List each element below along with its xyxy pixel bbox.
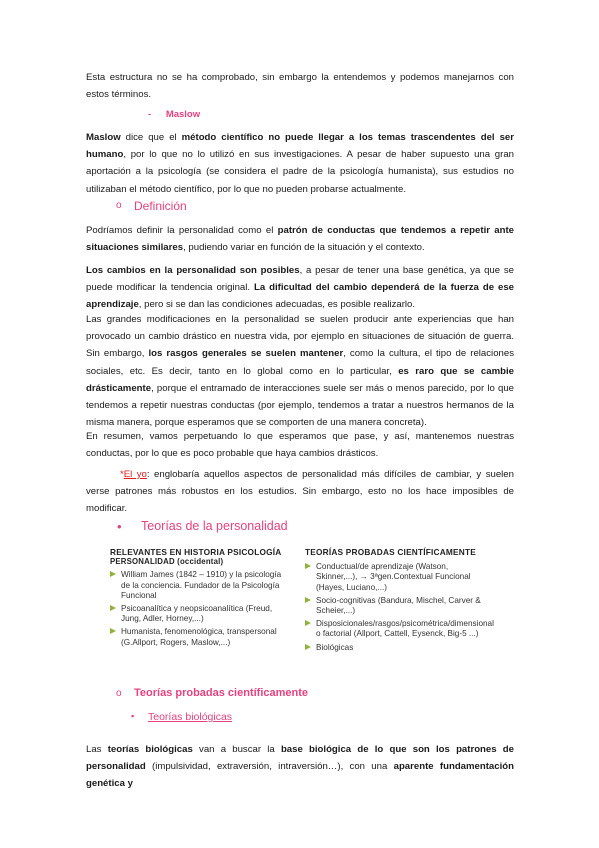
intro-paragraph <box>86 69 514 103</box>
bold-span: es raro que se cambie drásticamente <box>86 365 514 394</box>
item-text: Socio-cognitivas (Bandura, Mischel, Carver & Scheier,...) <box>316 595 481 616</box>
triangle-bullet-icon <box>305 563 311 569</box>
teorias-label: Teorías de la personalidad <box>141 519 288 533</box>
text-span: Podríamos definir la personalidad como el <box>86 225 278 236</box>
list-item <box>110 570 290 601</box>
definicion-label: Definición <box>134 199 187 213</box>
bold-span: los rasgos generales se suelen mantener <box>148 348 344 360</box>
bold-span: Los cambios en la personalidad son posibles <box>86 265 300 276</box>
bold-span: patrón de conductas que tendemos a repetir ante situaciones similares <box>86 225 514 254</box>
resumen-text: En resumen, vamos perpetuando lo que esperamos que pase, y así, mantenemos nuestras conductas, por lo que es poco probable que haya cambios drásticos. <box>86 431 514 460</box>
text-span: , como la cultura, el tipo de relaciones sociales, etc. Es decir, tanto en lo global como en lo particular, <box>86 348 514 377</box>
text-span: , pero si se dan las condiciones adecuadas, es posible realizarlo. <box>138 299 416 311</box>
text-span: : englobaría aquellos aspectos de personalidad más difíciles de cambiar, y suelen verse patrones más robustos en los estudios. Sin embargo, esto no los hace imposibles de modificar. <box>86 469 514 515</box>
triangle-bullet-icon <box>110 628 116 634</box>
maslow-paragraph <box>86 129 514 198</box>
figure-right-column <box>305 547 494 653</box>
bold-span: teorías biológicas <box>107 744 193 755</box>
triangle-bullet-icon <box>110 605 116 611</box>
item-text: William James (1842 – 1910) y la psicología de la conciencia. Fundador de la Psicología Funcional <box>121 570 282 600</box>
cambios-paragraph <box>86 262 514 314</box>
dash-bullet: - <box>148 109 152 120</box>
list-item <box>305 562 485 593</box>
text-span: , porque el entramado de interacciones suele ser más o menos parecido, por lo que tendemos a repetir nuestras conductas (por ejemplo, tendemos a tratar a nuestros hermanos de la misma manera, porque esperamos que se comporten de una manera concreta). <box>86 382 514 429</box>
theories-figure <box>110 547 510 662</box>
triangle-bullet-icon <box>305 644 311 650</box>
item-text: Psicoanalítica y neopsicoanalítica (Freud, Jung, Adler, Horney,...) <box>121 604 273 624</box>
item-text: Conductual/de aprendizaje (Watson, Skinner,...), → 3ªgen.Contextual Funcional (Hayes, Luciano,...) <box>316 562 471 592</box>
biologicas-paragraph <box>86 741 514 793</box>
circle-bullet: o <box>116 200 122 211</box>
list-item <box>305 643 485 653</box>
bold-span: La dificultad del cambio dependerá de la fuerza de ese aprendizaje <box>86 282 514 311</box>
text-span: Las grandes modificaciones en la personalidad se suelen producir ante experiencias que han provocado un cambio drástico en nuestra vida, por ejemplo en situaciones de situación de guerra. Sin embargo, <box>86 314 514 360</box>
right-title: TEORÍAS PROBADAS CIENTÍFICAMENTE <box>305 547 476 557</box>
text-span: , a pesar de tener una base genética, ya que se puede modificar la tendencia original. <box>86 265 514 294</box>
triangle-bullet-icon <box>110 571 116 577</box>
item-text: Biológicas <box>316 642 354 652</box>
definition-paragraph <box>86 222 514 256</box>
text-span: , por lo que no lo utilizó en sus investigaciones. A pesar de haber supuesto una gran aportación a la psicología (se considera el padre de la psicología humanista), sus estudios no utilizaban el método científico, por lo que no pueden probarse actualmente. <box>86 149 514 195</box>
text-span: Las <box>86 744 108 755</box>
left-subtitle: PERSONALIDAD (occidental) <box>110 557 224 567</box>
text-span: dice que el <box>120 132 182 143</box>
maslow-heading <box>148 109 200 120</box>
grandes-paragraph <box>86 311 514 431</box>
resumen-paragraph <box>86 428 514 462</box>
bold-span: aparente fundamentación genética y <box>86 761 514 790</box>
item-text: Disposicionales/rasgos/psicométrica/dimensional o factorial (Allport, Cattell, Eysenck, Big-5 ...) <box>316 619 494 639</box>
list-item <box>110 604 290 624</box>
square-bullet: ▪ <box>131 711 135 721</box>
text-span: van a buscar la <box>192 744 281 755</box>
list-item <box>110 627 290 647</box>
text-span: (impulsividad, extraversión, intraversión…), con una <box>145 761 394 773</box>
biologicas-label: Teorías biológicas <box>148 711 233 723</box>
item-text: Humanista, fenomenológica, transpersonal (G.Allport, Rogers, Maslow,...) <box>121 627 277 647</box>
bold-span: base biológica de lo que son los patrones de personalidad <box>86 744 514 773</box>
maslow-heading-label: Maslow <box>165 109 201 120</box>
yo-term: El yo <box>123 469 147 480</box>
list-item <box>305 596 485 616</box>
triangle-bullet-icon <box>305 597 311 603</box>
triangle-bullet-icon <box>305 620 311 626</box>
probadas-label: Teorías probadas científicamente <box>134 687 309 699</box>
maslow-name: Maslow <box>86 132 121 143</box>
intro-text: Esta estructura no se ha comprobado, sin embargo la entendemos y podemos manejarnos con estos términos. <box>86 72 514 101</box>
list-item <box>305 619 494 639</box>
bold-span: método científico no puede llegar a los temas trascendentes del ser humano <box>86 132 514 161</box>
yo-paragraph <box>86 466 514 518</box>
asterisk: * <box>120 469 124 480</box>
figure-left-column <box>110 547 290 648</box>
circle-bullet: o <box>116 688 122 699</box>
text-span: , pudiendo variar en función de la situación y el contexto. <box>183 242 425 254</box>
left-title: RELEVANTES EN HISTORIA PSICOLOGÍA <box>110 547 282 557</box>
dot-bullet: • <box>117 519 122 534</box>
